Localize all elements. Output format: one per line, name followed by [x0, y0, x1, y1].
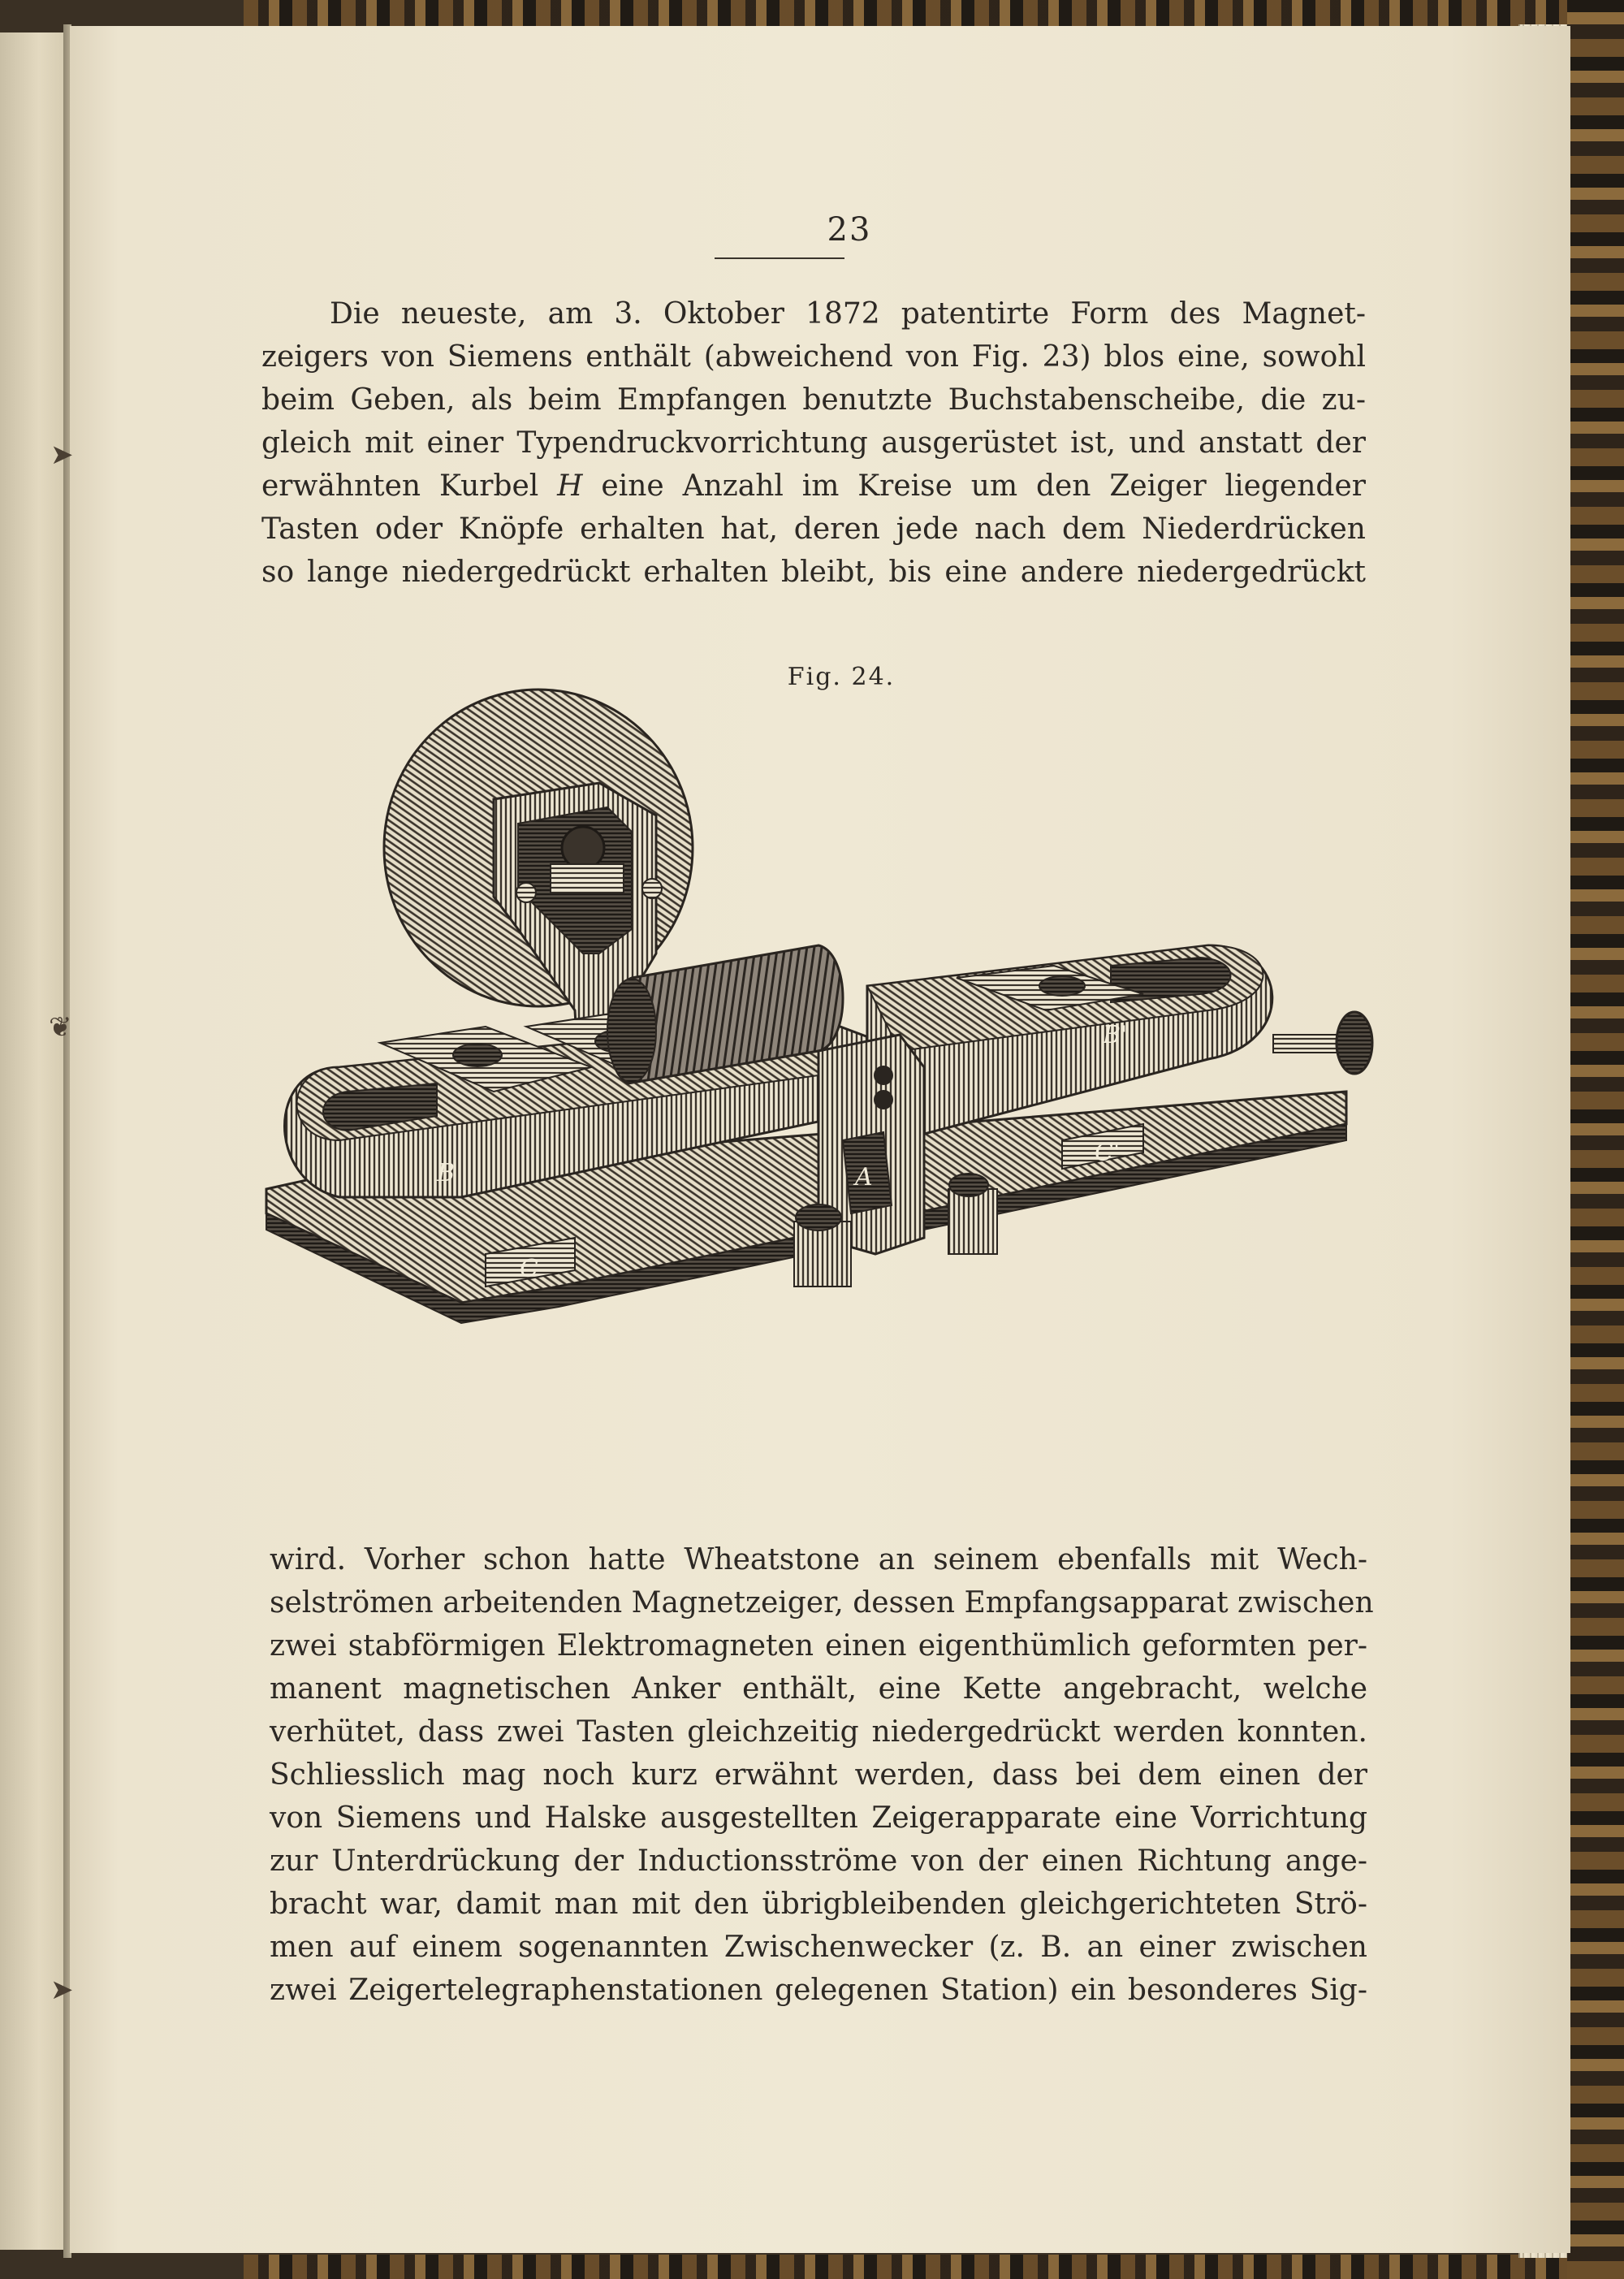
- cover-board-bottom: [244, 2255, 1624, 2279]
- type-wheel-mechanism: [562, 827, 604, 869]
- adjusting-screw-left: [516, 883, 536, 902]
- engraving-illustration: [250, 685, 1395, 1530]
- key-cap-right-1: [1039, 976, 1085, 996]
- paragraph-top: [261, 292, 1366, 594]
- mechanism-bracket: [551, 864, 624, 893]
- book-page: [70, 26, 1570, 2253]
- armature-screw-2: [874, 1090, 893, 1109]
- text-line: von Siemens und Halske ausgestellten Zeigerapparate eine Vorrichtung: [270, 1801, 1367, 1835]
- text-line: beim Geben, als beim Empfangen benutzte Buchstabenscheibe, die zu-: [261, 383, 1366, 417]
- label-a: A: [855, 1163, 873, 1191]
- terminal-post-left: [794, 1222, 851, 1287]
- figure-caption: Fig. 24.: [787, 663, 896, 691]
- text-line: Die neueste, am 3. Oktober 1872 patentirte Form des Magnet-: [330, 297, 1366, 331]
- label-c-prime: C': [1095, 1139, 1121, 1167]
- coil-end: [607, 979, 656, 1083]
- text-line: manent magnetischen Anker enthält, eine Kette angebracht, welche: [270, 1672, 1367, 1706]
- text-line: so lange niedergedrückt erhalten bleibt, bis eine andere niedergedrückt: [261, 556, 1366, 589]
- margin-arrow-mark: ➤: [50, 1974, 74, 2006]
- paragraph-bottom: [270, 1538, 1374, 2012]
- text-line: Tasten oder Knöpfe erhalten hat, deren jede nach dem Niederdrücken: [261, 512, 1366, 546]
- terminal-post-left-cap: [796, 1204, 841, 1230]
- key-cap-left-1: [453, 1044, 502, 1066]
- terminal-post-right-cap: [949, 1174, 988, 1196]
- text-line: zeigers von Siemens enthält (abweichend von Fig. 23) blos eine, sowohl: [261, 340, 1366, 374]
- page-number-rule: [715, 257, 844, 259]
- text-line: men auf einem sogenannten Zwischenwecker (z. B. an einer zwischen: [270, 1931, 1367, 1964]
- crank-knob: [1337, 1012, 1372, 1074]
- text-line: bracht war, damit man mit den übrigbleibenden gleichgerichteten Strö-: [270, 1888, 1367, 1921]
- text-line: Schliesslich mag noch kurz erwähnt werden, dass bei dem einen der: [270, 1758, 1367, 1792]
- cover-board-right: [1567, 0, 1624, 2279]
- text-line: gleich mit einer Typendruckvorrichtung ausgerüstet ist, und anstatt der: [261, 426, 1366, 460]
- label-b-prime: B': [1103, 1021, 1128, 1049]
- label-b: B: [437, 1159, 456, 1187]
- page-number: 23: [827, 211, 872, 249]
- text-line: zwei Zeigertelegraphenstationen gelegenen Station) ein besonderes Sig-: [270, 1974, 1367, 2007]
- text-line: zur Unterdrückung der Inductionsströme von der einen Richtung ange-: [270, 1844, 1367, 1878]
- text-line: erwähnten Kurbel H eine Anzahl im Kreise um den Zeiger liegender: [261, 469, 1366, 503]
- previous-page-edge: [0, 32, 65, 2250]
- figure-engraving-magnet-indicator: [250, 685, 1395, 1530]
- text-line: selströmen arbeitenden Magnetzeiger, dessen Empfangsapparat zwischen: [270, 1586, 1374, 1620]
- armature-screw-1: [874, 1066, 893, 1085]
- text-line: verhütet, dass zwei Tasten gleichzeitig niedergedrückt werden konnten.: [270, 1715, 1367, 1749]
- text-line: wird. Vorher schon hatte Wheatstone an seinem ebenfalls mit Wech-: [270, 1543, 1367, 1576]
- text-line: zwei stabförmigen Elektromagneten einen eigenthümlich geformten per-: [270, 1629, 1367, 1663]
- cover-board-top: [244, 0, 1624, 29]
- terminal-post-right: [948, 1189, 997, 1254]
- label-c: C: [520, 1255, 538, 1283]
- italic-letter-h: H: [557, 469, 583, 503]
- margin-arrow-mark: ➤: [50, 439, 74, 471]
- margin-leaf-mark: ❦: [49, 1011, 72, 1044]
- adjusting-screw-right: [642, 879, 662, 898]
